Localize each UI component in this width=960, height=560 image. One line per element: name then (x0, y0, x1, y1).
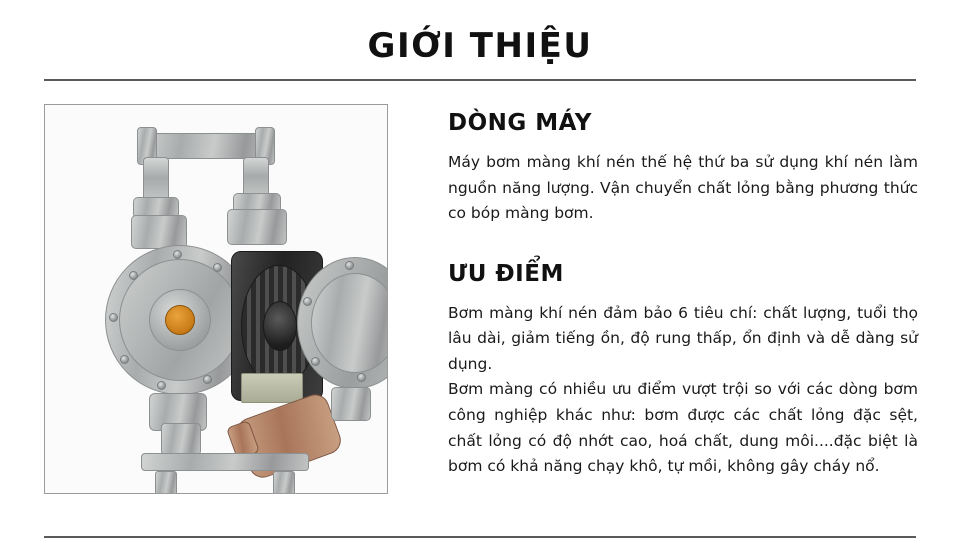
section-paragraph-uu-diem-1: Bơm màng khí nén đảm bảo 6 tiêu chí: chất lượng, tuổi thọ lâu dài, giảm tiếng ồn, độ rung thấp, ổn định và dễ dàng sử dụng. (448, 303, 918, 373)
image-panel (44, 104, 392, 494)
header-divider (44, 79, 916, 81)
text-panel (448, 104, 918, 480)
page-title: GIỚI THIỆU (367, 26, 593, 66)
footer-divider (44, 536, 916, 538)
slide-content (0, 104, 960, 494)
section-paragraph-dong-may-1: Máy bơm màng khí nén thế hệ thứ ba sử dụng khí nén làm nguồn năng lượng. Vận chuyển chất lỏng bằng phương thức co bóp màng bơm. (448, 153, 918, 223)
pump-illustration (45, 105, 387, 493)
section-heading-uu-diem: ƯU ĐIỂM (448, 260, 564, 287)
section-paragraph-uu-diem-2: Bơm màng có nhiều ưu điểm vượt trội so với các dòng bơm công nghiệp khác như: bơm được các chất lỏng đặc sệt, chất lỏng có độ nhớt cao, hoá chất, dung môi....đặc biệt là bơm có khả năng chạy khô, tự mồi, không gây cháy nổ. (448, 380, 918, 476)
pump-photo-frame (44, 104, 388, 494)
section-heading-dong-may: DÒNG MÁY (448, 110, 592, 136)
